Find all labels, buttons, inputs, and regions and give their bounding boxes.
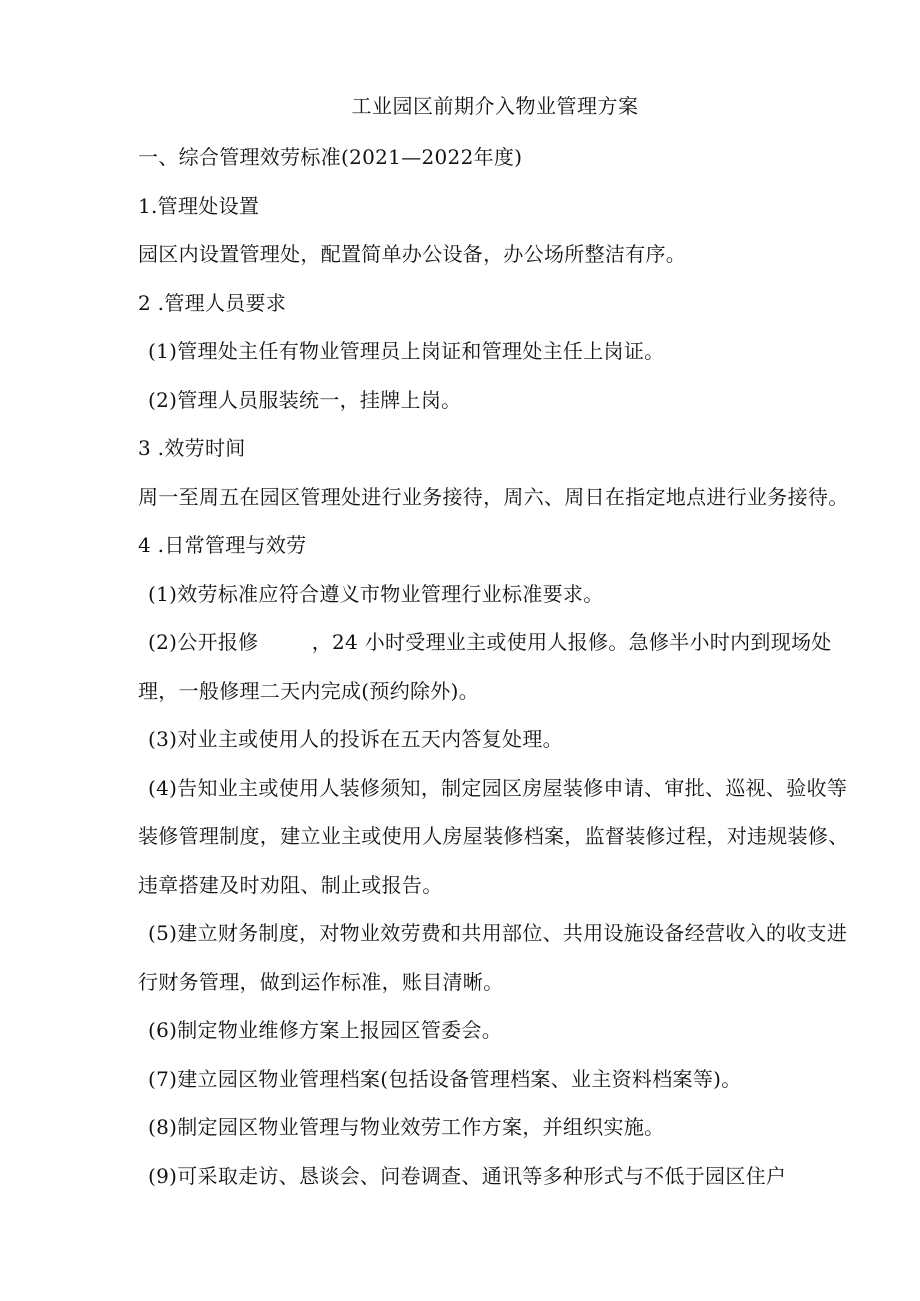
paragraph: (1)效劳标准应符合遵义市物业管理行业标准要求。 [148, 582, 604, 606]
paragraph-continuation: 理，一般修理二天内完成(预约除外)。 [138, 679, 480, 703]
item-heading: 4 .日常管理与效劳 [138, 533, 307, 557]
paragraph: (5)建立财务制度，对物业效劳费和共用部位、共用设施设备经营收入的收支进 [148, 921, 848, 945]
item-heading: 3 .效劳时间 [138, 436, 246, 460]
paragraph: 周一至周五在园区管理处进行业务接待，周六、周日在指定地点进行业务接待。 [138, 485, 849, 509]
section-heading: 一、综合管理效劳标准(2021—2022年度) [138, 145, 523, 169]
item-heading: 2 .管理人员要求 [138, 291, 287, 315]
paragraph: (8)制定园区物业管理与物业效劳工作方案，并组织实施。 [148, 1115, 665, 1139]
paragraph: (2)公开报修 ，24 小时受理业主或使用人报修。急修半小时内到现场处 [148, 630, 832, 654]
paragraph: (1)管理处主任有物业管理员上岗证和管理处主任上岗证。 [148, 339, 665, 363]
paragraph: (3)对业主或使用人的投诉在五天内答复处理。 [148, 727, 563, 751]
paragraph-continuation: 违章搭建及时劝阻、制止或报告。 [138, 873, 443, 897]
paragraph: (2)管理人员服装统一，挂牌上岗。 [148, 388, 462, 412]
paragraph: (4)告知业主或使用人装修须知，制定园区房屋装修申请、审批、巡视、验收等 [148, 776, 848, 800]
paragraph: 园区内设置管理处，配置简单办公设备，办公场所整洁有序。 [138, 242, 687, 266]
paragraph: (9)可采取走访、恳谈会、问卷调查、通讯等多种形式与不低于园区住户 [148, 1164, 787, 1188]
paragraph-continuation: 行财务管理，做到运作标准，账目清晰。 [138, 970, 504, 994]
paragraph: (7)建立园区物业管理档案(包括设备管理档案、业主资料档案等)。 [148, 1067, 742, 1091]
item-heading: 1.管理处设置 [138, 194, 260, 218]
paragraph: (6)制定物业维修方案上报园区管委会。 [148, 1018, 503, 1042]
paragraph-continuation: 装修管理制度，建立业主或使用人房屋装修档案，监督装修过程，对违规装修、 [138, 824, 849, 848]
document-title: 工业园区前期介入物业管理方案 [351, 94, 639, 118]
